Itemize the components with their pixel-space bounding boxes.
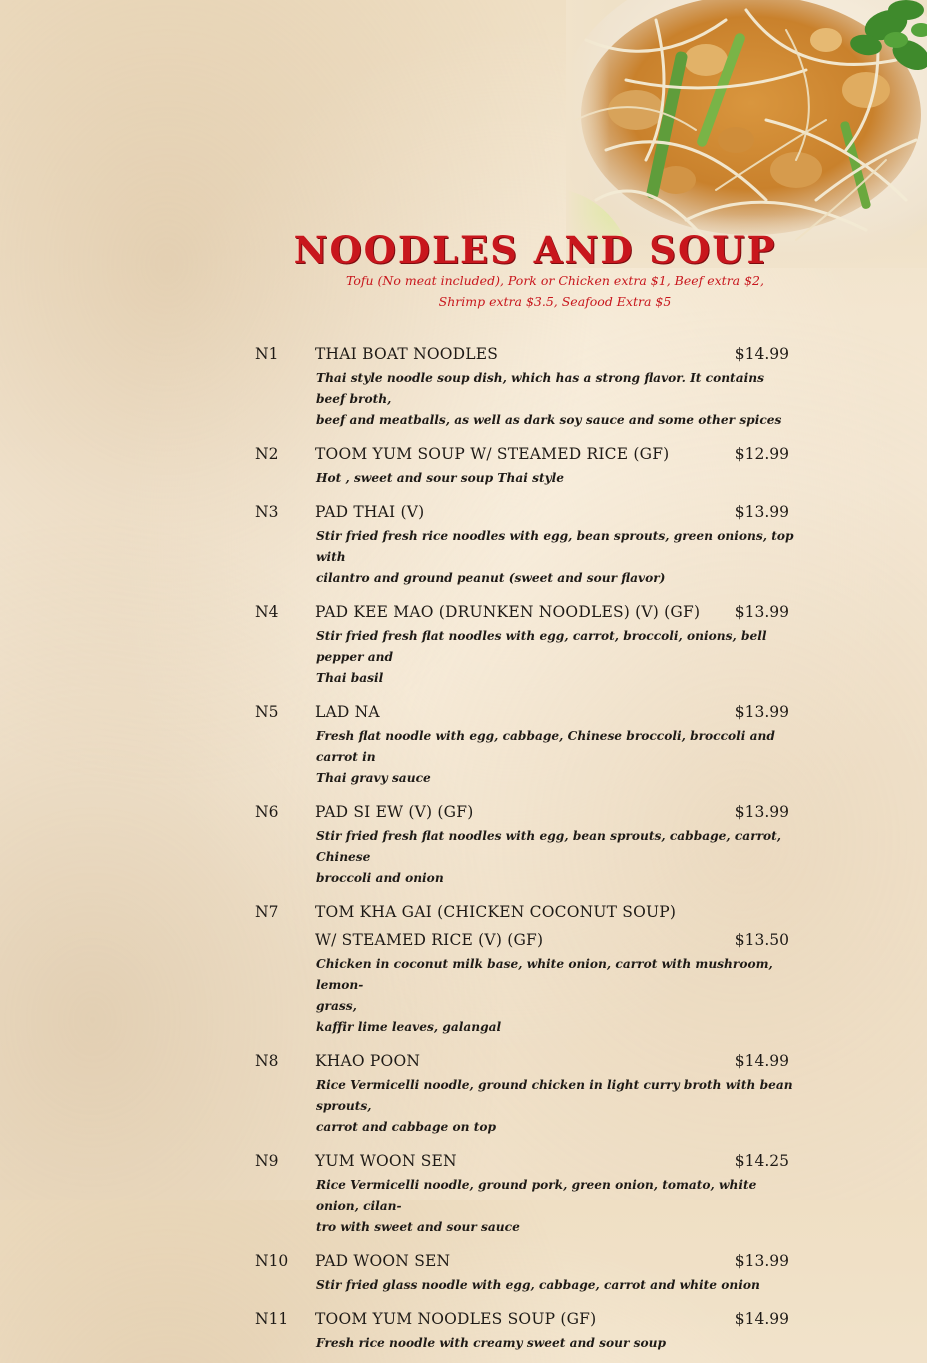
pricing-note-line-1: Tofu (No meat included), Pork or Chicken extra $1, Beef extra $2,	[346, 273, 764, 288]
item-description	[316, 954, 796, 1038]
menu-item-n10	[255, 1247, 795, 1296]
item-price: $14.25	[734, 1152, 789, 1170]
item-name: PAD KEE MAO (DRUNKEN NOODLES) (V) (GF)	[315, 603, 701, 621]
item-code: N10	[255, 1252, 289, 1270]
item-description	[316, 1175, 796, 1238]
item-description	[316, 726, 796, 789]
description-line: Stir fried fresh flat noodles with egg, bean sprouts, cabbage, carrot, Chinese	[316, 829, 782, 864]
description-line: cilantro and ground peanut (sweet and sour flavor)	[316, 571, 666, 585]
item-code: N9	[255, 1152, 279, 1170]
menu-item-n3	[255, 498, 795, 589]
description-line: Fresh rice noodle with creamy sweet and sour soup	[316, 1336, 667, 1350]
item-description	[316, 826, 796, 889]
description-line: broccoli and onion	[316, 871, 444, 885]
item-price: $13.99	[734, 603, 789, 621]
item-description	[316, 368, 796, 431]
description-line: kaffir lime leaves, galangal	[316, 1020, 502, 1034]
item-code: N1	[255, 345, 279, 363]
item-price: $13.99	[734, 803, 789, 821]
item-price: $13.99	[734, 503, 789, 521]
menu-item-n2	[255, 440, 795, 489]
item-description	[316, 626, 796, 689]
menu-item-n9	[255, 1147, 795, 1238]
item-code: N11	[255, 1310, 289, 1328]
menu-item-n6	[255, 798, 795, 889]
item-description	[316, 1275, 796, 1296]
item-name: PAD SI EW (V) (GF)	[315, 803, 474, 821]
description-line: Rice Vermicelli noodle, ground pork, green onion, tomato, white onion, cilan-	[316, 1178, 757, 1213]
menu-list	[255, 340, 795, 1363]
item-name-continued: W/ STEAMED RICE (V) (GF)	[315, 931, 544, 949]
page-title: NOODLES AND SOUP	[293, 228, 777, 272]
description-line: Stir fried glass noodle with egg, cabbage, carrot and white onion	[316, 1278, 760, 1292]
item-name: LAD NA	[315, 703, 380, 721]
item-description	[316, 468, 796, 489]
item-description	[316, 1075, 796, 1138]
item-name: THAI BOAT NOODLES	[315, 345, 499, 363]
item-name: PAD THAI (V)	[315, 503, 425, 521]
menu-item-n1	[255, 340, 795, 431]
item-name: TOM KHA GAI (CHICKEN COCONUT SOUP)	[315, 903, 677, 921]
item-price: $13.99	[734, 703, 789, 721]
description-line: Stir fried fresh rice noodles with egg, bean sprouts, green onions, top with	[316, 529, 794, 564]
pricing-note	[300, 270, 810, 312]
item-description	[316, 526, 796, 589]
item-code: N7	[255, 903, 279, 921]
item-price: $14.99	[734, 1052, 789, 1070]
menu-item-n11	[255, 1305, 795, 1354]
item-code: N5	[255, 703, 279, 721]
item-name: PAD WOON SEN	[315, 1252, 451, 1270]
item-price: $14.99	[734, 1310, 789, 1328]
item-description	[316, 1333, 796, 1354]
description-line: beef and meatballs, as well as dark soy sauce and some other spices	[316, 413, 782, 427]
menu-item-n8	[255, 1047, 795, 1138]
description-line: grass,	[316, 999, 357, 1013]
description-line: Stir fried fresh flat noodles with egg, carrot, broccoli, onions, bell pepper and	[316, 629, 767, 664]
description-line: Thai style noodle soup dish, which has a strong flavor. It contains beef broth,	[316, 371, 764, 406]
description-line: Chicken in coconut milk base, white onion, carrot with mushroom, lemon-	[316, 957, 773, 992]
item-code: N2	[255, 445, 279, 463]
item-price: $14.99	[734, 345, 789, 363]
description-line: Rice Vermicelli noodle, ground chicken in light curry broth with bean sprouts,	[316, 1078, 793, 1113]
description-line: tro with sweet and sour sauce	[316, 1220, 520, 1234]
item-name: TOOM YUM SOUP W/ STEAMED RICE (GF)	[315, 445, 670, 463]
pricing-note-line-2: Shrimp extra $3.5, Seafood Extra $5	[438, 294, 672, 309]
description-line: Thai gravy sauce	[316, 771, 431, 785]
description-line: carrot and cabbage on top	[316, 1120, 496, 1134]
menu-item-n7	[255, 898, 795, 1038]
menu-item-n5	[255, 698, 795, 789]
item-code: N8	[255, 1052, 279, 1070]
item-code: N6	[255, 803, 279, 821]
description-line: Thai basil	[316, 671, 384, 685]
item-name: YUM WOON SEN	[315, 1152, 457, 1170]
menu-item-n4	[255, 598, 795, 689]
item-code: N3	[255, 503, 279, 521]
description-line: Fresh flat noodle with egg, cabbage, Chinese broccoli, broccoli and carrot in	[316, 729, 775, 764]
item-name: KHAO POON	[315, 1052, 421, 1070]
item-code: N4	[255, 603, 279, 621]
item-price: $12.99	[734, 445, 789, 463]
description-line: Hot , sweet and sour soup Thai style	[316, 471, 565, 485]
item-name: TOOM YUM NOODLES SOUP (GF)	[315, 1310, 597, 1328]
item-price: $13.50	[734, 931, 789, 949]
item-price: $13.99	[734, 1252, 789, 1270]
